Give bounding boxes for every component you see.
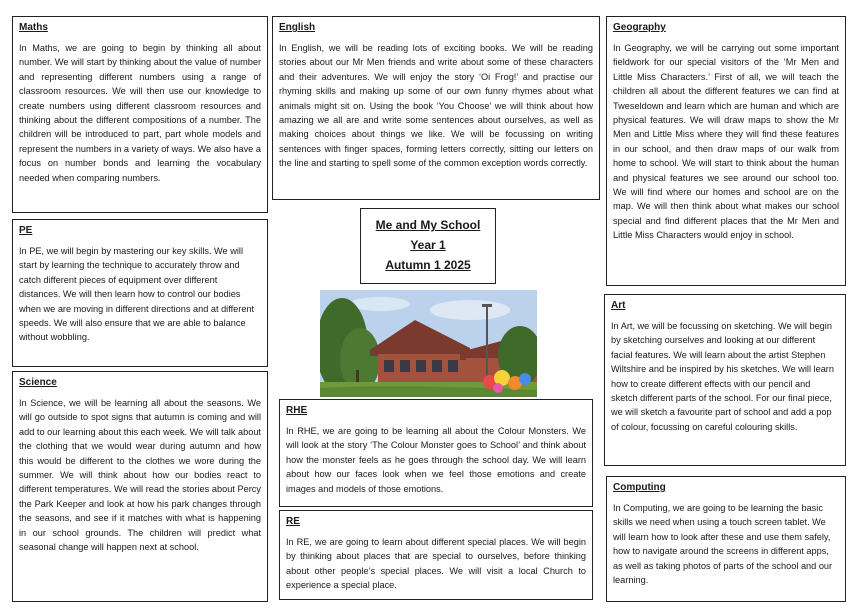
art-text: In Art, we will be focussing on sketching. We will begin by sketching ourselves and looking at our different facial features. We will learn about the artist Stephen Wiltshire and be inspired by his sketches. We will learn how to create different effects with our pencil and sketch different parts of the school. For our final piece, we will sketch a favourite part of school and add a pop of colour, focussing on careful colouring skills.: [611, 321, 834, 432]
rhe-section: [279, 399, 593, 507]
pe-section: [12, 219, 268, 367]
computing-text: In Computing, we are going to be learning the basic skills we need when using a touch screen tablet. We will learn how to look after these and use them safely, how to navigate around the screens in different apps, as well as taking photos of parts of the school and our learning.: [613, 503, 833, 586]
computing-heading: Computing: [613, 482, 666, 493]
title-line-3: Autumn 1 2025: [385, 258, 471, 272]
geography-section: [606, 16, 846, 286]
geography-text: In Geography, we will be carrying out some important fieldwork for our special visitors of the ‘Mr Men and Little Miss Characters.’ First of all, we will teach the children all about the different features we can find at Tweseldown and learn which are human and which are physical features. We will draw maps to show the Mr Men and Little Miss where they will find these features in our school, and then draw maps of our walk from home to school. We will start to think about the human and physical features we see around our school too. We will find where our homes and school are on the map. We will then think about what makes our school special and find different places that the Mr Men and Little Miss Characters would enjoy in school.: [613, 43, 839, 241]
school-building-icon: [320, 290, 537, 397]
title-line-2: Year 1: [410, 238, 446, 252]
maths-section: [12, 16, 268, 213]
english-text: In English, we will be reading lots of exciting books. We will be reading stories about our Mr Men friends and write about some of these characters and their adventures. We will enjoy the story ‘Oi Frog!’ and practise our rhyming skills and making up some of our own funny rhymes about what animals might sit on. Using the book ‘You Choose’ we will think about how amazing we all are and write some sentences about ourselves, as well as making choices about things we like. We will be focussing on writing sentences with finger spaces, forming letters correctly, sitting our letters on the line and starting to spell some of the common exception words correctly.: [279, 43, 593, 169]
rhe-heading: RHE: [286, 405, 308, 416]
art-heading: Art: [611, 300, 626, 311]
science-heading: Science: [19, 377, 57, 388]
re-section: [279, 510, 593, 600]
rhe-text: In RHE, we are going to be learning all about the Colour Monsters. We will look at the story ‘The Colour Monster goes to School’ and think about how the monster feels as he goes through the school day. We will learn about how our faces look when we feel those emotions and create images and models of those emotions.: [286, 426, 586, 494]
science-text: In Science, we will be learning all about the seasons. We will go outside to spot signs that autumn is coming and will add to our learning about this each week. We will talk about the clothing that we would wear during autumn and how this would be different to the clothes we wore during the summer. We will think about how our bodies react to different temperatures. We will read the stories about Percy the Park Keeper and look at how his park changes through the seasons, and see if it matches with what is happening in our school grounds. The children will predict what seasonal change will happen next at school.: [19, 398, 261, 553]
computing-section: [606, 476, 846, 602]
maths-text: In Maths, we are going to begin by thinking all about number. We will start by thinking about the value of number and representing different numbers using a range of classroom resources. We will then use our knowledge to create numbers using different classroom resources and thinking about the different compositions of a number. The children will be introduced to part, part whole models and represent the numbers in a variety of ways. We also have a focus on number bonds and learning the vocabulary needed when comparing numbers.: [19, 43, 261, 183]
re-heading: RE: [286, 516, 300, 527]
english-section: [272, 16, 600, 200]
english-heading: English: [279, 22, 316, 33]
maths-heading: Maths: [19, 22, 48, 33]
school-building-photo: [320, 290, 537, 397]
pe-heading: PE: [19, 225, 33, 236]
title-box: [360, 208, 496, 284]
pe-text: In PE, we will begin by mastering our key skills. We will start by learning the technique to accurately throw and catch different pieces of equipment over different distances. We will then learn how to control our bodies when we are moving in different directions and at different speeds. We will also ensure that we are able to balance without wobbling.: [19, 246, 255, 343]
re-text: In RE, we are going to learn about different special places. We will begin by thinking about places that are special to ourselves, before thinking about other people’s special places. We will visit a local Church to experience a special place.: [286, 537, 586, 591]
title-line-1: Me and My School: [375, 218, 481, 232]
science-section: [12, 371, 268, 602]
geography-heading: Geography: [613, 22, 666, 33]
art-section: [604, 294, 846, 466]
